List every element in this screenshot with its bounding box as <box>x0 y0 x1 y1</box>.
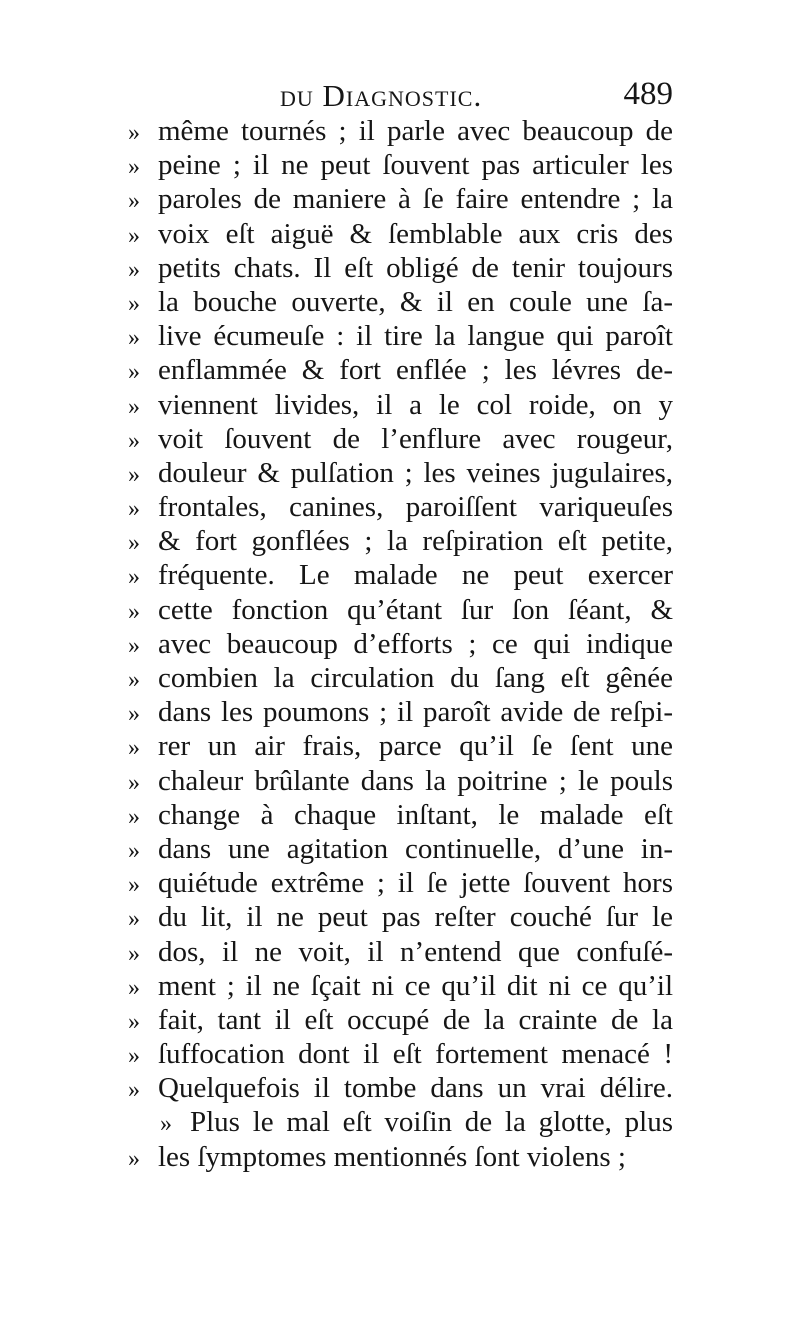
quote-mark: » <box>128 940 140 967</box>
quote-mark: » <box>128 803 140 830</box>
text-line-20 <box>128 764 673 798</box>
text-line-content: douleur & pulſation ; les veines jugulaires, <box>158 456 673 489</box>
text-line-content: live écumeuſe : il tire la langue qui paroît <box>158 320 673 353</box>
quote-mark: » <box>128 1077 140 1104</box>
quote-mark: » <box>128 393 140 420</box>
quote-mark: » <box>128 1008 140 1035</box>
text-line-content: voix eſt aiguë & ſemblable aux cris des <box>158 217 673 250</box>
quote-mark: » <box>128 530 140 557</box>
text-line-6 <box>128 285 673 319</box>
text-line-13 <box>128 524 673 558</box>
text-line-content: dans les poumons ; il paroît avide de reſpi- <box>158 696 673 729</box>
quote-mark: » <box>128 667 140 693</box>
text-line-16 <box>128 627 673 661</box>
text-line-22 <box>128 832 673 866</box>
quote-mark: » <box>128 769 140 796</box>
text-line-content: frontales, canines, paroiſſent variqueuſes <box>158 491 673 524</box>
text-line-content: & fort gonflées ; la reſpiration eſt petite, <box>158 525 673 558</box>
text-line-content: voit ſouvent de l’enflure avec rougeur, <box>158 422 673 455</box>
quote-mark: » <box>128 598 140 625</box>
quote-mark: » <box>128 188 140 215</box>
text-line-content: cette fonction qu’étant ſur ſon ſéant, & <box>158 593 673 626</box>
text-line-content: chaleur brûlante dans la poitrine ; le pouls <box>158 764 673 797</box>
quote-mark: » <box>128 1043 140 1070</box>
quote-mark: » <box>128 461 140 488</box>
quote-mark: » <box>128 906 140 933</box>
text-line-content: change à chaque inſtant, le malade eſt <box>158 798 673 831</box>
text-line-content: ſuffocation dont il eſt fortement menacé ! <box>158 1038 673 1071</box>
text-line-content: fait, tant il eſt occupé de la crainte de la <box>158 1003 673 1036</box>
quote-mark: » <box>128 427 140 454</box>
page-number: 489 <box>623 76 673 112</box>
text-line-29 <box>128 1071 673 1105</box>
text-line-18 <box>128 695 673 729</box>
text-line-11 <box>128 456 673 490</box>
quote-mark: » <box>128 325 140 352</box>
text-line-content: les ſymptomes mentionnés ſont violens ; <box>158 1140 626 1173</box>
text-line-27 <box>128 1003 673 1037</box>
text-line-5 <box>128 251 673 285</box>
text-line-content: avec beaucoup d’efforts ; ce qui indique <box>158 627 673 660</box>
text-line-content: ment ; il ne ſçait ni ce qu’il dit ni ce qu’il <box>158 969 673 1002</box>
text-line-24 <box>128 900 673 934</box>
text-line-content: paroles de maniere à ſe faire entendre ; la <box>158 183 673 216</box>
text-line-content: enflammée & fort enflée ; les lévres de- <box>158 354 673 387</box>
text-line-3 <box>128 182 673 216</box>
text-line-23 <box>128 866 673 900</box>
text-line-8 <box>128 353 673 387</box>
text-line-content: la bouche ouverte, & il en coule une ſa- <box>158 285 673 318</box>
quote-mark: » <box>128 735 140 762</box>
text-line-content: dos, il ne voit, il n’entend que confuſé- <box>158 935 673 968</box>
text-line-2 <box>128 148 673 182</box>
text-line-content: rer un air frais, parce qu’il ſe ſent une <box>158 730 673 763</box>
quote-mark: » <box>128 120 140 146</box>
quote-mark: » <box>128 872 140 899</box>
running-title: du Diagnostic. <box>280 78 483 113</box>
text-line-1 <box>128 114 673 148</box>
text-line-17 <box>128 661 673 695</box>
text-line-content: fréquente. Le malade ne peut exercer <box>158 559 673 592</box>
text-line-26 <box>128 969 673 1003</box>
text-line-9 <box>128 388 673 422</box>
text-line-19 <box>128 729 673 763</box>
text-line-21 <box>128 798 673 832</box>
text-line-14 <box>128 558 673 592</box>
quote-mark: » <box>128 632 140 659</box>
quote-mark: » <box>128 701 140 728</box>
text-line-content: Quelquefois il tombe dans un vrai délire. <box>158 1072 673 1105</box>
text-line-7 <box>128 319 673 353</box>
body-text <box>128 114 673 1174</box>
quote-mark: » <box>128 256 140 283</box>
text-line-28 <box>128 1037 673 1071</box>
text-line-12 <box>128 490 673 524</box>
text-line-content: petits chats. Il eſt obligé de tenir toujours <box>158 251 673 284</box>
quote-mark: » <box>160 1111 172 1138</box>
text-line-15 <box>128 593 673 627</box>
quote-mark: » <box>128 1145 140 1172</box>
quote-mark: » <box>128 359 140 386</box>
quote-mark: » <box>128 974 140 1001</box>
text-line-25 <box>128 935 673 969</box>
quote-mark: » <box>128 564 140 591</box>
text-line-30 <box>128 1105 673 1139</box>
quote-mark: » <box>128 496 140 523</box>
quote-mark: » <box>128 154 140 181</box>
quote-mark: » <box>128 222 140 249</box>
text-line-content: quiétude extrême ; il ſe jette ſouvent hors <box>158 867 673 900</box>
quote-mark: » <box>128 290 140 317</box>
text-line-content: du lit, il ne peut pas reſter couché ſur le <box>158 901 673 934</box>
text-line-31 <box>128 1140 673 1174</box>
text-line-content: peine ; il ne peut ſouvent pas articuler les <box>158 149 673 182</box>
text-line-content: viennent livides, il a le col roide, on y <box>158 388 673 421</box>
text-line-content: Plus le mal eſt voiſin de la glotte, plus <box>190 1106 673 1139</box>
text-line-content: même tournés ; il parle avec beaucoup de <box>158 115 673 147</box>
text-line-content: dans une agitation continuelle, d’une in- <box>158 832 673 865</box>
text-line-content: combien la circulation du ſang eſt gênée <box>158 662 673 694</box>
quote-mark: » <box>128 837 140 864</box>
text-line-10 <box>128 422 673 456</box>
running-head <box>128 74 673 114</box>
text-line-4 <box>128 217 673 251</box>
